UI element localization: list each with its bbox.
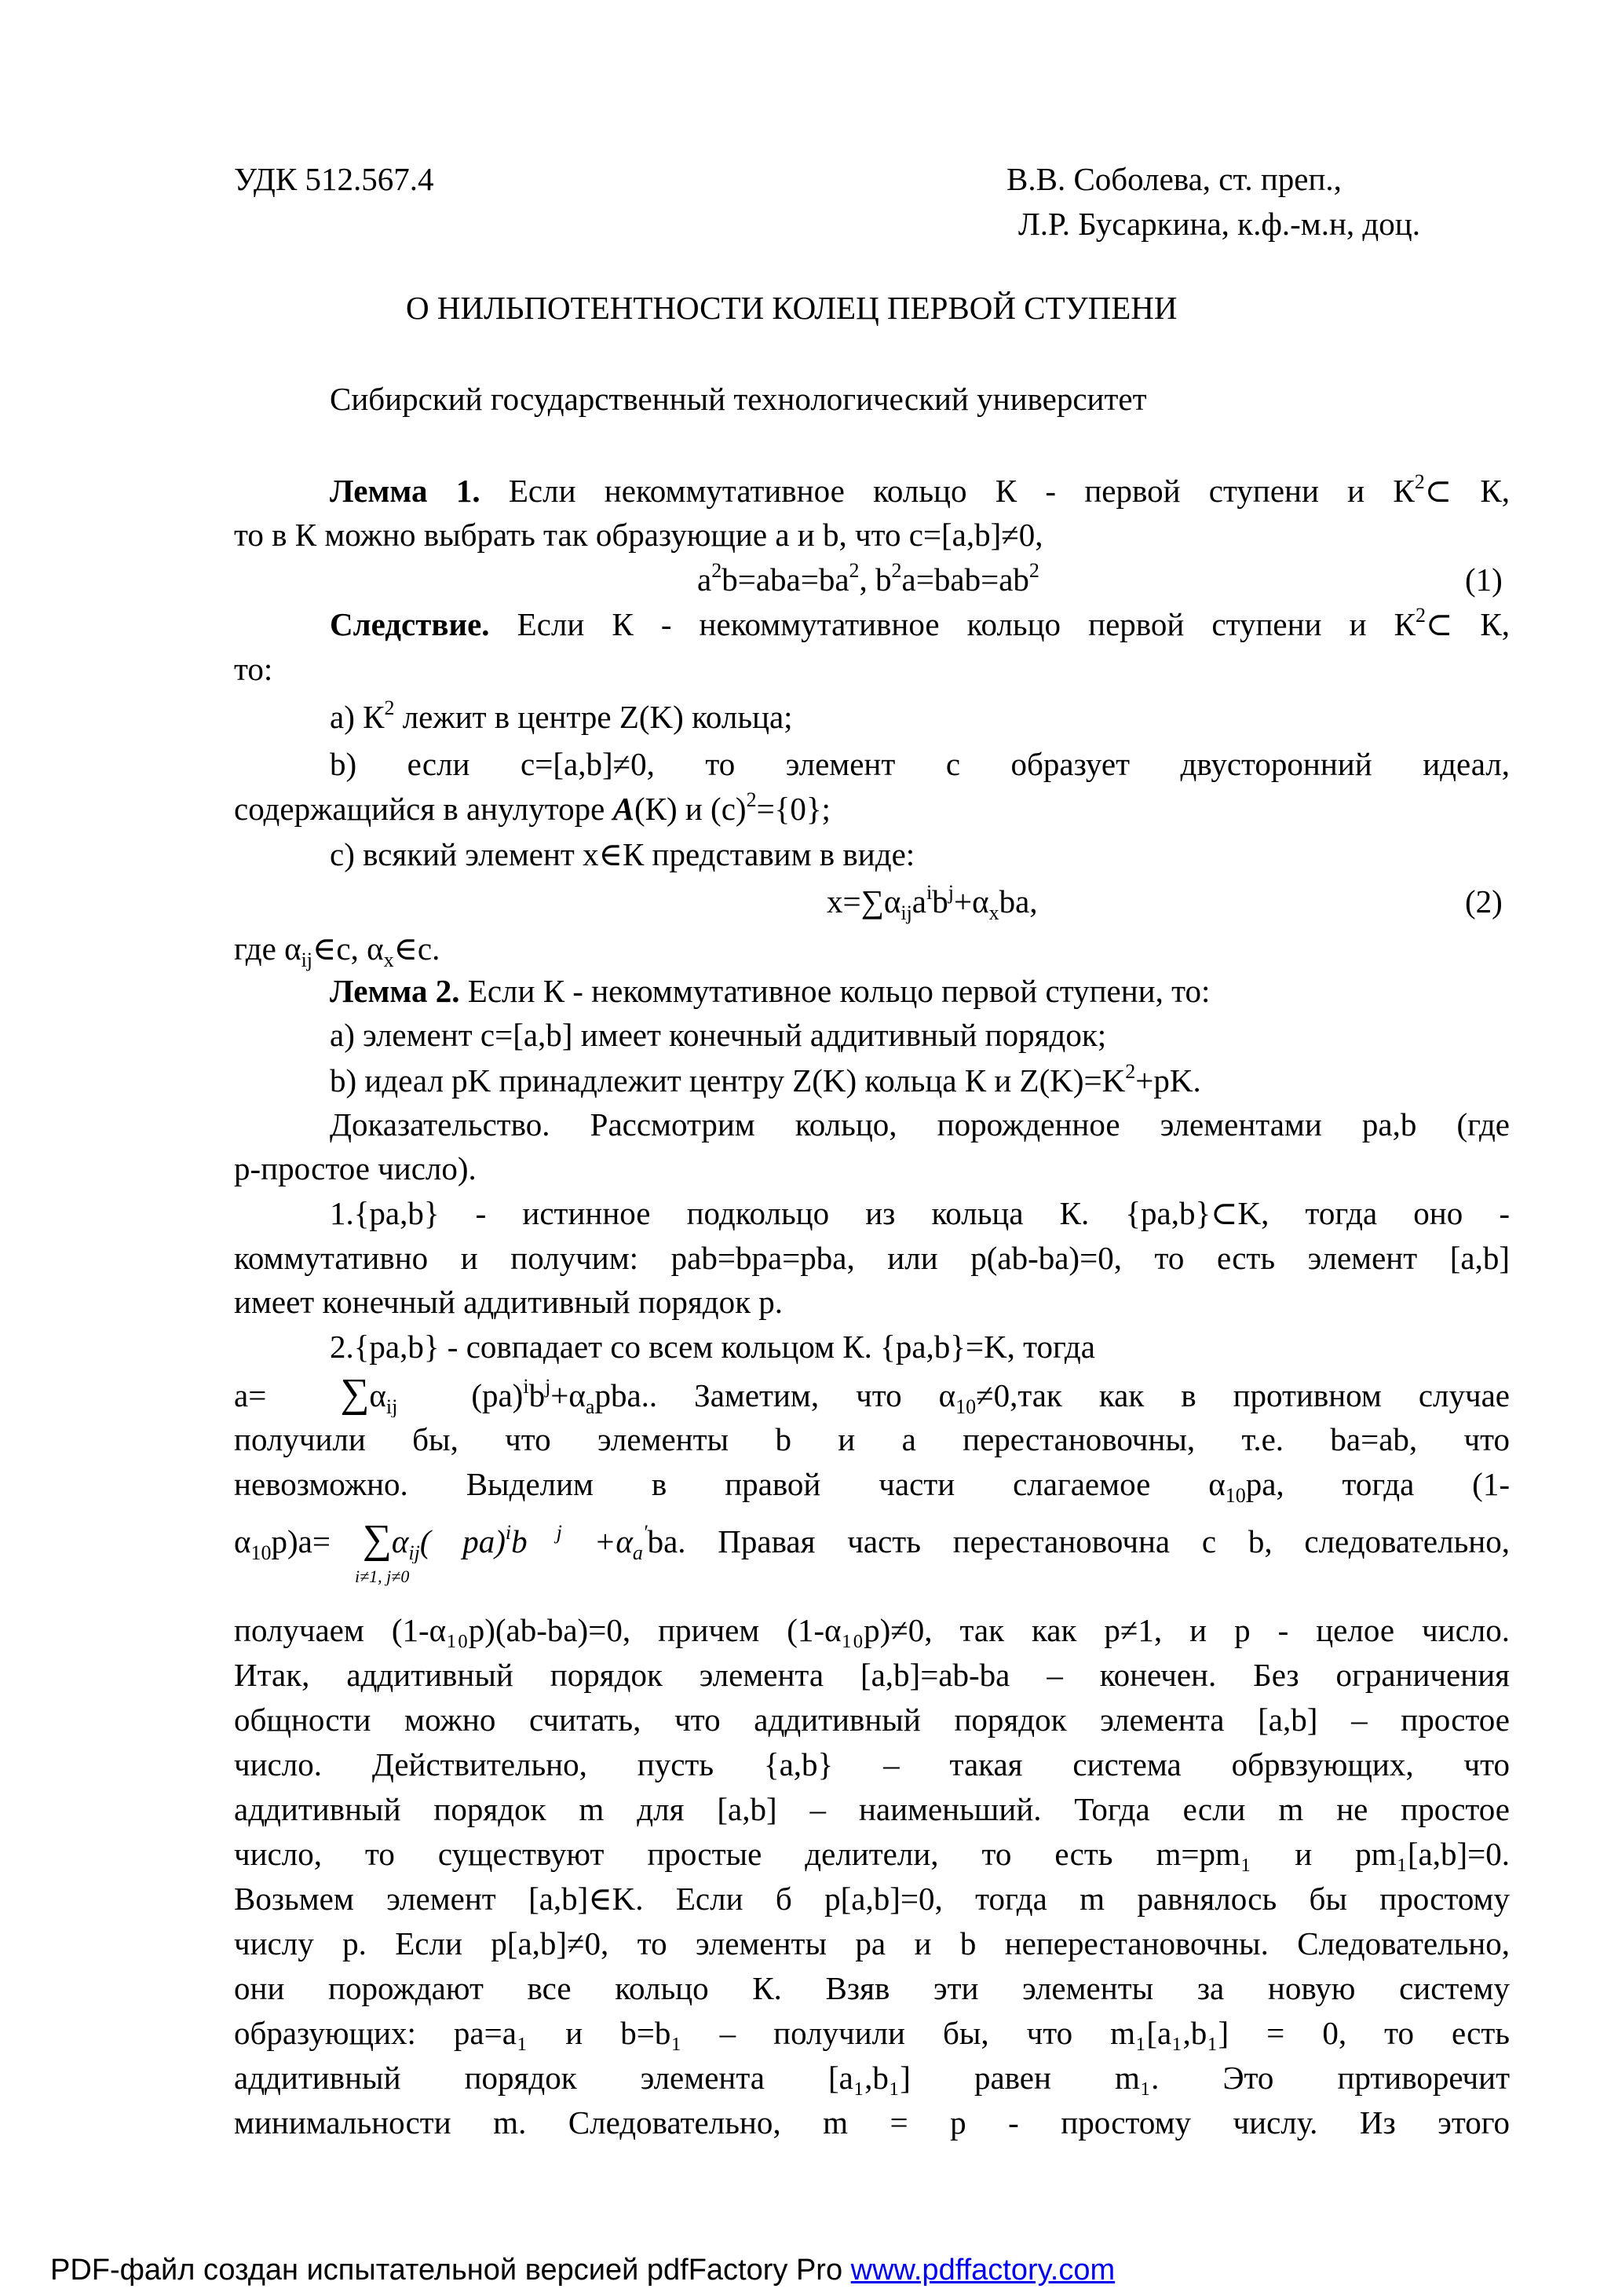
lemma1-line1: Лемма 1. Если некоммутативное кольцо К - первой ступени и $К^2\subset$ К, (330, 470, 1510, 509)
proof-p3-line6: получаем (1-α₁₀p)(ab-ba)=0, причем (1-α₁₀p)≠0, так как p≠1, и p - целое число. (234, 1612, 1510, 1648)
proof-p3-line1: 2.{pa,b} - совпадает со всем кольцом К. {pa,b}=K, тогда (330, 1329, 1095, 1365)
lemma2-item-b: b) идеал pK принадлежит центру Z(K) кольца К и $Z(K)=K^2+pK$. (330, 1060, 1201, 1099)
lemma2-item-a: a) элемент с=[a,b] имеет конечный аддитивный порядок; (330, 1017, 1107, 1053)
lemma2-line1: Лемма 2. Если К - некоммутативное кольцо первой ступени, то: (330, 973, 1211, 1009)
proof-p3-line7: Итак, аддитивный порядок элемента [a,b]=ab-ba – конечен. Без ограничения (234, 1657, 1510, 1693)
footer-text: PDF-файл создан испытательной версией pdfFactory Pro (50, 2254, 851, 2287)
corollary-item-a: a) $К^2$ лежит в центре Z(K) кольца; (330, 696, 793, 735)
corollary-then: то: (234, 651, 273, 687)
author-busarkina: Л.Р. Бусаркина, к.ф.-м.н, доц. (1018, 206, 1420, 242)
equation-2-number: (2) (1465, 883, 1503, 919)
proof-p3-line13: числу p. Если p[a,b]≠0, то элементы pa и b неперестановочны. Следовательно, (234, 1925, 1510, 1961)
lemma2-label: Лемма 2. (330, 973, 460, 1009)
proof-p1-line1: Доказательство. Рассмотрим кольцо, порожденное элементами pa,b (где (330, 1106, 1510, 1143)
proof-p3-line8: общности можно считать, что аддитивный порядок элемента [a,b] – простое (234, 1702, 1510, 1738)
equation-2: $x=\sum\alpha_{ij}a^ib^j+\alpha_xba$, (827, 881, 1038, 925)
proof-p1-line2: р-простое число). (234, 1150, 477, 1186)
equation-1-number: (1) (1465, 561, 1503, 598)
proof-p3-line15: образующих: pa=a₁ и b=b₁ – получили бы, что m₁[a₁,b₁] = 0, то есть (234, 2015, 1510, 2051)
proof-p3-line3: получили бы, что элементы b и a перестановочны, т.е. ba=ab, что (234, 1421, 1510, 1457)
corollary-line1: Следствие. Если К - некоммутативное кольцо первой ступени и $К^2\subset$ К, (330, 604, 1510, 642)
proof-p3-line4: невозможно. Выделим в правой части слагаемое $\alpha_{10}pa$, тогда (1- (234, 1466, 1510, 1506)
corollary-item-b-line1: b) если c=[a,b]≠0, то элемент с образует двусторонний идеал, (330, 746, 1510, 782)
proof-p3-line16: аддитивный порядок элемента [a₁,b₁] равен m₁. Это пртиворечит (234, 2060, 1510, 2096)
proof-p2-line3: имеет конечный аддитивный порядок p. (234, 1284, 784, 1320)
pdffactory-link[interactable]: www.pdffactory.com (850, 2254, 1116, 2287)
lemma1-label: Лемма 1. (330, 473, 480, 509)
proof-p3-line11: число, то существуют простые делители, то есть m=pm₁ и pm₁[a,b]=0. (234, 1836, 1510, 1872)
proof-p2-line2: коммутативно и получим: pab=bpa=pba, или p(ab-ba)=0, то есть элемент [a,b] (234, 1240, 1510, 1276)
sum-limits: i≠1, j≠0 (355, 1567, 410, 1586)
proof-p3-line17: минимальности m. Следовательно, m = p - простому числу. Из этого (234, 2104, 1510, 2141)
lemma1-line2: то в К можно выбрать так образующие a и b, что c=[a,b]≠0, (234, 517, 1043, 553)
udk-code: УДК 512.567.4 (234, 161, 434, 197)
proof-p3-line10: аддитивный порядок m для [a,b] – наименьший. Тогда если m не простое (234, 1791, 1510, 1827)
author-soboleva: В.В. Соболева, ст. преп., (1006, 161, 1342, 197)
corollary-label: Следствие. (330, 606, 490, 642)
equation-1: $a^2b=aba=ba^2$, $b^2a=bab=ab^2$ (697, 559, 1039, 598)
proof-p3-line5: $\alpha_{10}p)a= \sum\alpha_{ij}$( pa)$^i$b $^j +\alpha_a'ba$. Правая часть перестановочна с b, следовательно, (234, 1518, 1510, 1563)
corollary-where: где $\alpha_{ij}\in с$, $\alpha_x\in с$. (234, 930, 440, 972)
affiliation: Сибирский государственный технологический университет (330, 381, 1147, 417)
proof-p3-line9: число. Действительно, пусть {a,b} – такая система обрвзующих, что (234, 1746, 1510, 1782)
corollary-item-b-line2: содержащийся в анулуторе A(К) и $(с)^2=\{0\}$; (234, 788, 831, 827)
proof-p3-line12: Возьмем элемент [a,b]∈K. Если б p[a,b]=0, тогда m равнялось бы простому (234, 1881, 1510, 1917)
paper-title: О НИЛЬПОТЕНТНОСТИ КОЛЕЦ ПЕРВОЙ СТУПЕНИ (406, 290, 1178, 326)
proof-p3-line2: $a= \sum\alpha_{ij}$ $(pa)^ib^j+\alpha_apba$.. Заметим, что $\alpha_{10}\ne 0,так$ как в противном случае (234, 1372, 1510, 1417)
pdffactory-footer (50, 2252, 1115, 2288)
corollary-item-c: c) всякий элемент x∈К представим в виде: (330, 836, 915, 872)
proof-p3-line14: они порождают все кольцо К. Взяв эти элементы за новую систему (234, 1970, 1510, 2006)
proof-p2-line1: 1.{pa,b} - истинное подкольцо из кольца К. {pa,b}⊂K, тогда оно - (330, 1195, 1510, 1231)
